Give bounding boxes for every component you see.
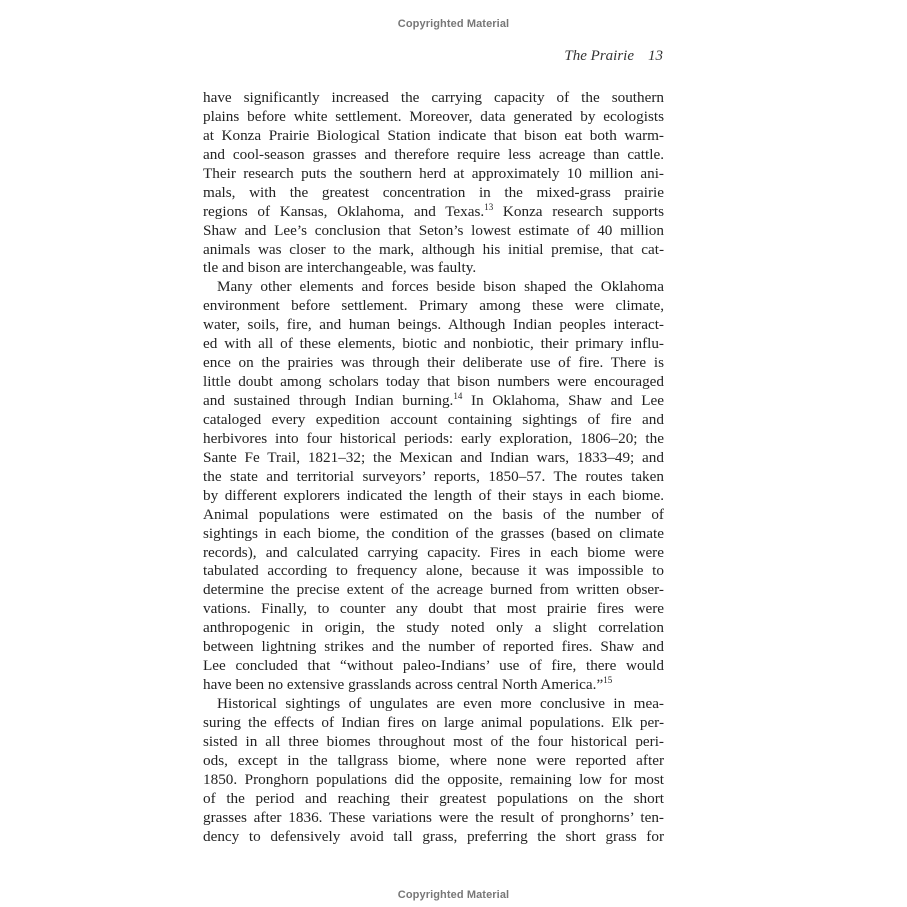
text-line [203, 600, 664, 619]
line-text: environment before settlement. Primary among these were climate, [203, 297, 664, 315]
line-text: mals, with the greatest concentration in the mixed-grass prairie [203, 183, 664, 201]
text-line [203, 241, 664, 260]
running-head [564, 48, 663, 65]
line-text: Sante Fe Trail, 1821–32; the Mexican and Indian wars, 1833–49; and [203, 448, 664, 466]
text-line [203, 449, 664, 468]
line-text: ence on the prairies was through their deliberate use of fire. There is [203, 354, 664, 372]
text-line [203, 373, 664, 392]
text-line [203, 638, 664, 657]
text-line [203, 430, 664, 449]
line-text: Many other elements and forces beside bison shaped the Oklahoma [217, 278, 664, 296]
line-text: vations. Finally, to counter any doubt that most prairie fires were [203, 600, 664, 618]
text-line [203, 184, 664, 203]
line-text: and cool-season grasses and therefore require less acreage than cattle. [203, 145, 664, 163]
line-text: suring the effects of Indian fires on large animal populations. Elk per- [203, 713, 664, 731]
text-line [203, 108, 664, 127]
line-text: grasses after 1836. These variations were the result of pronghorns’ ten- [203, 808, 664, 826]
line-text-continued: In Oklahoma, Shaw and Lee [462, 392, 664, 409]
line-text: 1850. Pronghorn populations did the opposite, remaining low for most [203, 770, 664, 788]
text-line [203, 714, 664, 733]
text-line [203, 676, 664, 695]
text-line [203, 278, 664, 297]
footnote-marker[interactable]: 13 [484, 201, 494, 212]
line-text: regions of Kansas, Oklahoma, and Texas. [203, 202, 485, 220]
line-text: herbivores into four historical periods: early exploration, 1806–20; the [203, 429, 664, 447]
line-text: have significantly increased the carrying capacity of the southern [203, 89, 664, 106]
text-line [203, 203, 664, 222]
body-text [203, 89, 664, 847]
text-line [203, 146, 664, 165]
line-text: determine the precise extent of the acreage burned from written obser- [203, 581, 664, 599]
text-line [203, 468, 664, 487]
text-line [203, 222, 664, 241]
text-line [203, 809, 664, 828]
line-text: Lee concluded that “without paleo-Indians’ use of fire, there would [203, 657, 664, 675]
text-line [203, 790, 664, 809]
copyright-notice-bottom: Copyrighted Material [397, 889, 510, 901]
footnote-marker[interactable]: 15 [603, 675, 613, 686]
line-text: sisted in all three biomes throughout most of the four historical peri- [203, 732, 664, 750]
text-line [203, 562, 664, 581]
line-text: at Konza Prairie Biological Station indicate that bison eat both warm- [203, 126, 664, 144]
text-line [203, 544, 664, 563]
text-line [203, 733, 664, 752]
running-title: The Prairie [564, 48, 634, 64]
line-text: Shaw and Lee’s conclusion that Seton’s lowest estimate of 40 million [203, 221, 664, 239]
text-line [203, 487, 664, 506]
text-line [203, 335, 664, 354]
text-line [203, 297, 664, 316]
line-text: little doubt among scholars today that bison numbers were encouraged [203, 373, 664, 391]
text-line [203, 695, 664, 714]
line-text: between lightning strikes and the number of reported fires. Shaw and [203, 638, 664, 656]
line-text: Their research puts the southern herd at approximately 10 million ani- [203, 164, 664, 182]
line-text: by different explorers indicated the length of their stays in each biome. [203, 486, 664, 504]
copyright-notice-top: Copyrighted Material [397, 18, 510, 30]
text-line [203, 316, 664, 335]
line-text: and sustained through Indian burning. [203, 392, 454, 409]
footnote-marker[interactable]: 14 [453, 391, 463, 401]
line-text: records), and calculated carrying capacity. Fires in each biome were [203, 543, 664, 561]
line-text: water, soils, fire, and human beings. Although Indian peoples interact- [203, 316, 664, 334]
text-line [203, 411, 664, 430]
text-line [203, 752, 664, 771]
text-line [203, 89, 664, 108]
line-text: anthropogenic in origin, the study noted only a slight correlation [203, 619, 664, 637]
line-text: the state and territorial surveyors’ reports, 1850–57. The routes taken [203, 467, 664, 485]
line-text: cataloged every expedition account containing sightings of fire and [203, 410, 664, 428]
line-text-continued: Konza research supports [493, 202, 664, 220]
text-line [203, 392, 664, 411]
line-text: ods, except in the tallgrass biome, where none were reported after [203, 751, 664, 769]
text-line [203, 581, 664, 600]
line-text: plains before white settlement. Moreover, data generated by ecologists [203, 107, 664, 125]
line-text: tabulated according to frequency alone, because it was impossible to [203, 562, 664, 580]
line-text: dency to defensively avoid tall grass, preferring the short grass for [203, 827, 664, 845]
line-text: tle and bison are interchangeable, was faulty. [203, 259, 477, 277]
line-text: Animal populations were estimated on the basis of the number of [203, 505, 664, 523]
text-line [203, 619, 664, 638]
line-text: animals was closer to the mark, although his initial premise, that cat- [203, 240, 664, 258]
text-line [203, 657, 664, 676]
text-line [203, 259, 664, 278]
line-text: of the period and reaching their greatest populations on the short [203, 789, 664, 807]
line-text: have been no extensive grasslands across central North America.” [203, 676, 604, 694]
text-line [203, 354, 664, 373]
text-line [203, 525, 664, 544]
text-line [203, 506, 664, 525]
line-text: ed with all of these elements, biotic and nonbiotic, their primary influ- [203, 335, 664, 353]
page-number: 13 [648, 48, 663, 64]
text-line [203, 127, 664, 146]
text-line [203, 165, 664, 184]
text-line [203, 771, 664, 790]
line-text: Historical sightings of ungulates are even more conclusive in mea- [217, 695, 664, 712]
line-text: sightings in each biome, the condition of the grasses (based on climate [203, 524, 664, 542]
text-line [203, 828, 664, 847]
